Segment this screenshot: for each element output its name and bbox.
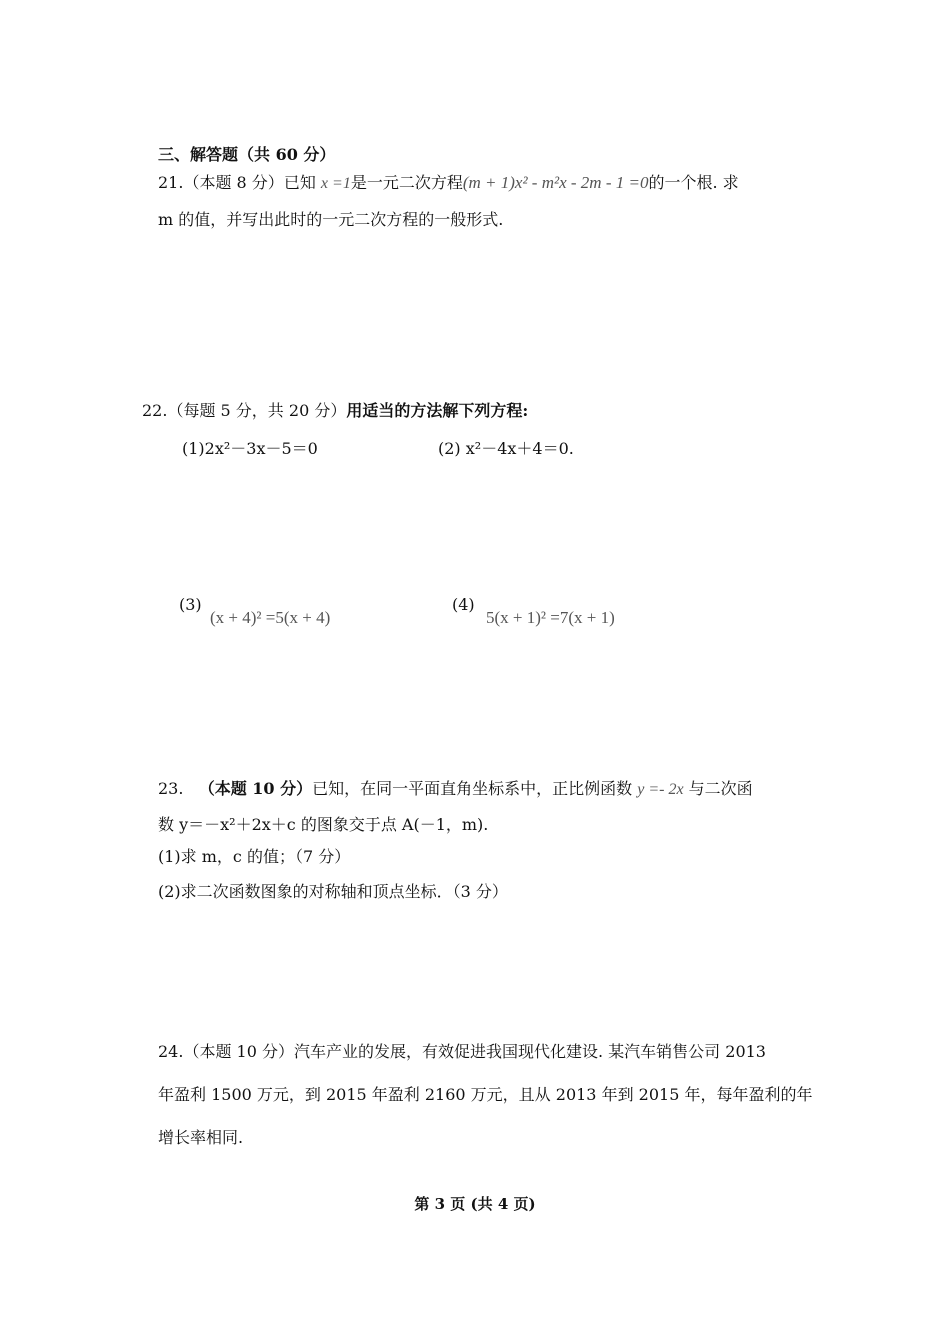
q23-score: （本题 10 分） (198, 779, 313, 798)
q21-line2: m 的值，并写出此时的一元二次方程的一般形式. (158, 210, 504, 229)
q22-p2-equation: x²－4x＋4＝0. (465, 439, 574, 458)
q22-p3-label: (3) (179, 595, 202, 614)
q23-linear-function: y =- 2x (637, 781, 684, 798)
q23-line1 (158, 778, 753, 801)
q21-score: （本题 8 分） (183, 173, 284, 192)
q22-p4-label: (4) (452, 595, 475, 614)
q21-equation: (m + 1)x² - m²x - 2m - 1 =0 (462, 173, 649, 192)
q21-lead: 已知 (283, 173, 316, 192)
q22-number: 22. (142, 401, 168, 420)
q23-text: 已知，在同一平面直角坐标系中，正比例函数 (312, 779, 633, 798)
q21-mid: 是一元二次方程 (350, 173, 463, 192)
q22-header (142, 400, 528, 422)
q24-text1: 汽车产业的发展，有效促进我国现代化建设. 某汽车销售公司 2013 (294, 1042, 766, 1061)
q24-number: 24. (158, 1042, 184, 1061)
q21-number: 21. (158, 173, 184, 192)
q22-p1-label: (1) (182, 439, 205, 458)
section-heading: 三、解答题（共 60 分） (158, 145, 336, 164)
q22-p2-label: (2) (438, 439, 461, 458)
q22-problem-1 (182, 438, 318, 460)
q23-line1-tail: 与二次函 (688, 779, 753, 798)
q23-part1: (1)求 m，c 的值；（7 分） (158, 847, 351, 866)
q23-part2: (2)求二次函数图象的对称轴和顶点坐标．（3 分） (158, 882, 508, 901)
q22-problem-2 (438, 438, 574, 460)
q22-p4-equation: 5(x + 1)² =7(x + 1) (486, 608, 615, 627)
q23-line2: 数 y＝－x²＋2x＋c 的图象交于点 A(－1，m). (158, 815, 489, 834)
page-footer: 第 3 页 (共 4 页) (414, 1195, 536, 1213)
q24-line3: 增长率相同. (158, 1128, 244, 1147)
q24-line1 (158, 1041, 766, 1063)
q24-line2: 年盈利 1500 万元，到 2015 年盈利 2160 万元，且从 2013 年到 2015 年，每年盈利的年 (158, 1085, 813, 1104)
q22-score: （每题 5 分，共 20 分） (167, 401, 347, 420)
q21-line1 (158, 172, 739, 195)
q22-p3-equation: (x + 4)² =5(x + 4) (210, 608, 331, 627)
q21-condition: x =1 (320, 175, 351, 192)
q22-p1-equation: 2x²－3x－5＝0 (204, 439, 318, 458)
q22-instruction: 用适当的方法解下列方程: (346, 401, 529, 420)
q21-tail: 的一个根. 求 (648, 173, 739, 192)
q23-number: 23. (158, 779, 184, 798)
q24-score: （本题 10 分） (183, 1042, 294, 1061)
